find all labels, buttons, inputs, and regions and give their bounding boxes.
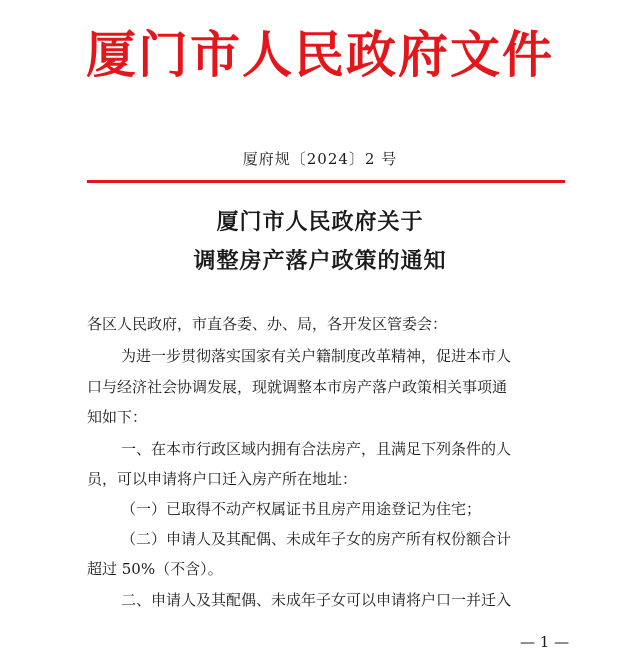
document-number: 厦府规〔2024〕2 号 [242, 150, 398, 168]
document-title-line-2: 调整房产落户政策的通知 [193, 248, 447, 274]
paragraph-1-line-1: 为进一步贯彻落实国家有关户籍制度改革精神，促进本市人 [121, 347, 512, 365]
paragraph-5-line-1: 二、申请人及其配偶、未成年子女可以申请将户口一并迁入 [121, 591, 512, 609]
salutation: 各区人民政府，市直各委、办、局，各开发区管委会： [87, 315, 448, 333]
paragraph-3: （一）已取得不动产权属证书且房产用途登记为住宅； [121, 500, 482, 518]
paragraph-2-line-2: 员，可以申请将户口迁入房产所在地址： [87, 470, 358, 488]
red-divider [87, 180, 565, 183]
paragraph-4-line-1: （二）申请人及其配偶、未成年子女的房产所有权份额合计 [121, 530, 512, 548]
issuer-header: 厦门市人民政府文件 [86, 25, 554, 84]
paragraph-2-line-1: 一、在本市行政区域内拥有合法房产，且满足下列条件的人 [121, 440, 512, 458]
page-number: — 1 — [520, 633, 570, 651]
document-title-line-1: 厦门市人民政府关于 [216, 209, 424, 235]
paragraph-1-line-3: 知如下： [87, 408, 148, 426]
paragraph-4-line-2: 超过 50%（不含）。 [87, 560, 223, 578]
paragraph-1-line-2: 口与经济社会协调发展，现就调整本市房产落户政策相关事项通 [87, 378, 508, 396]
